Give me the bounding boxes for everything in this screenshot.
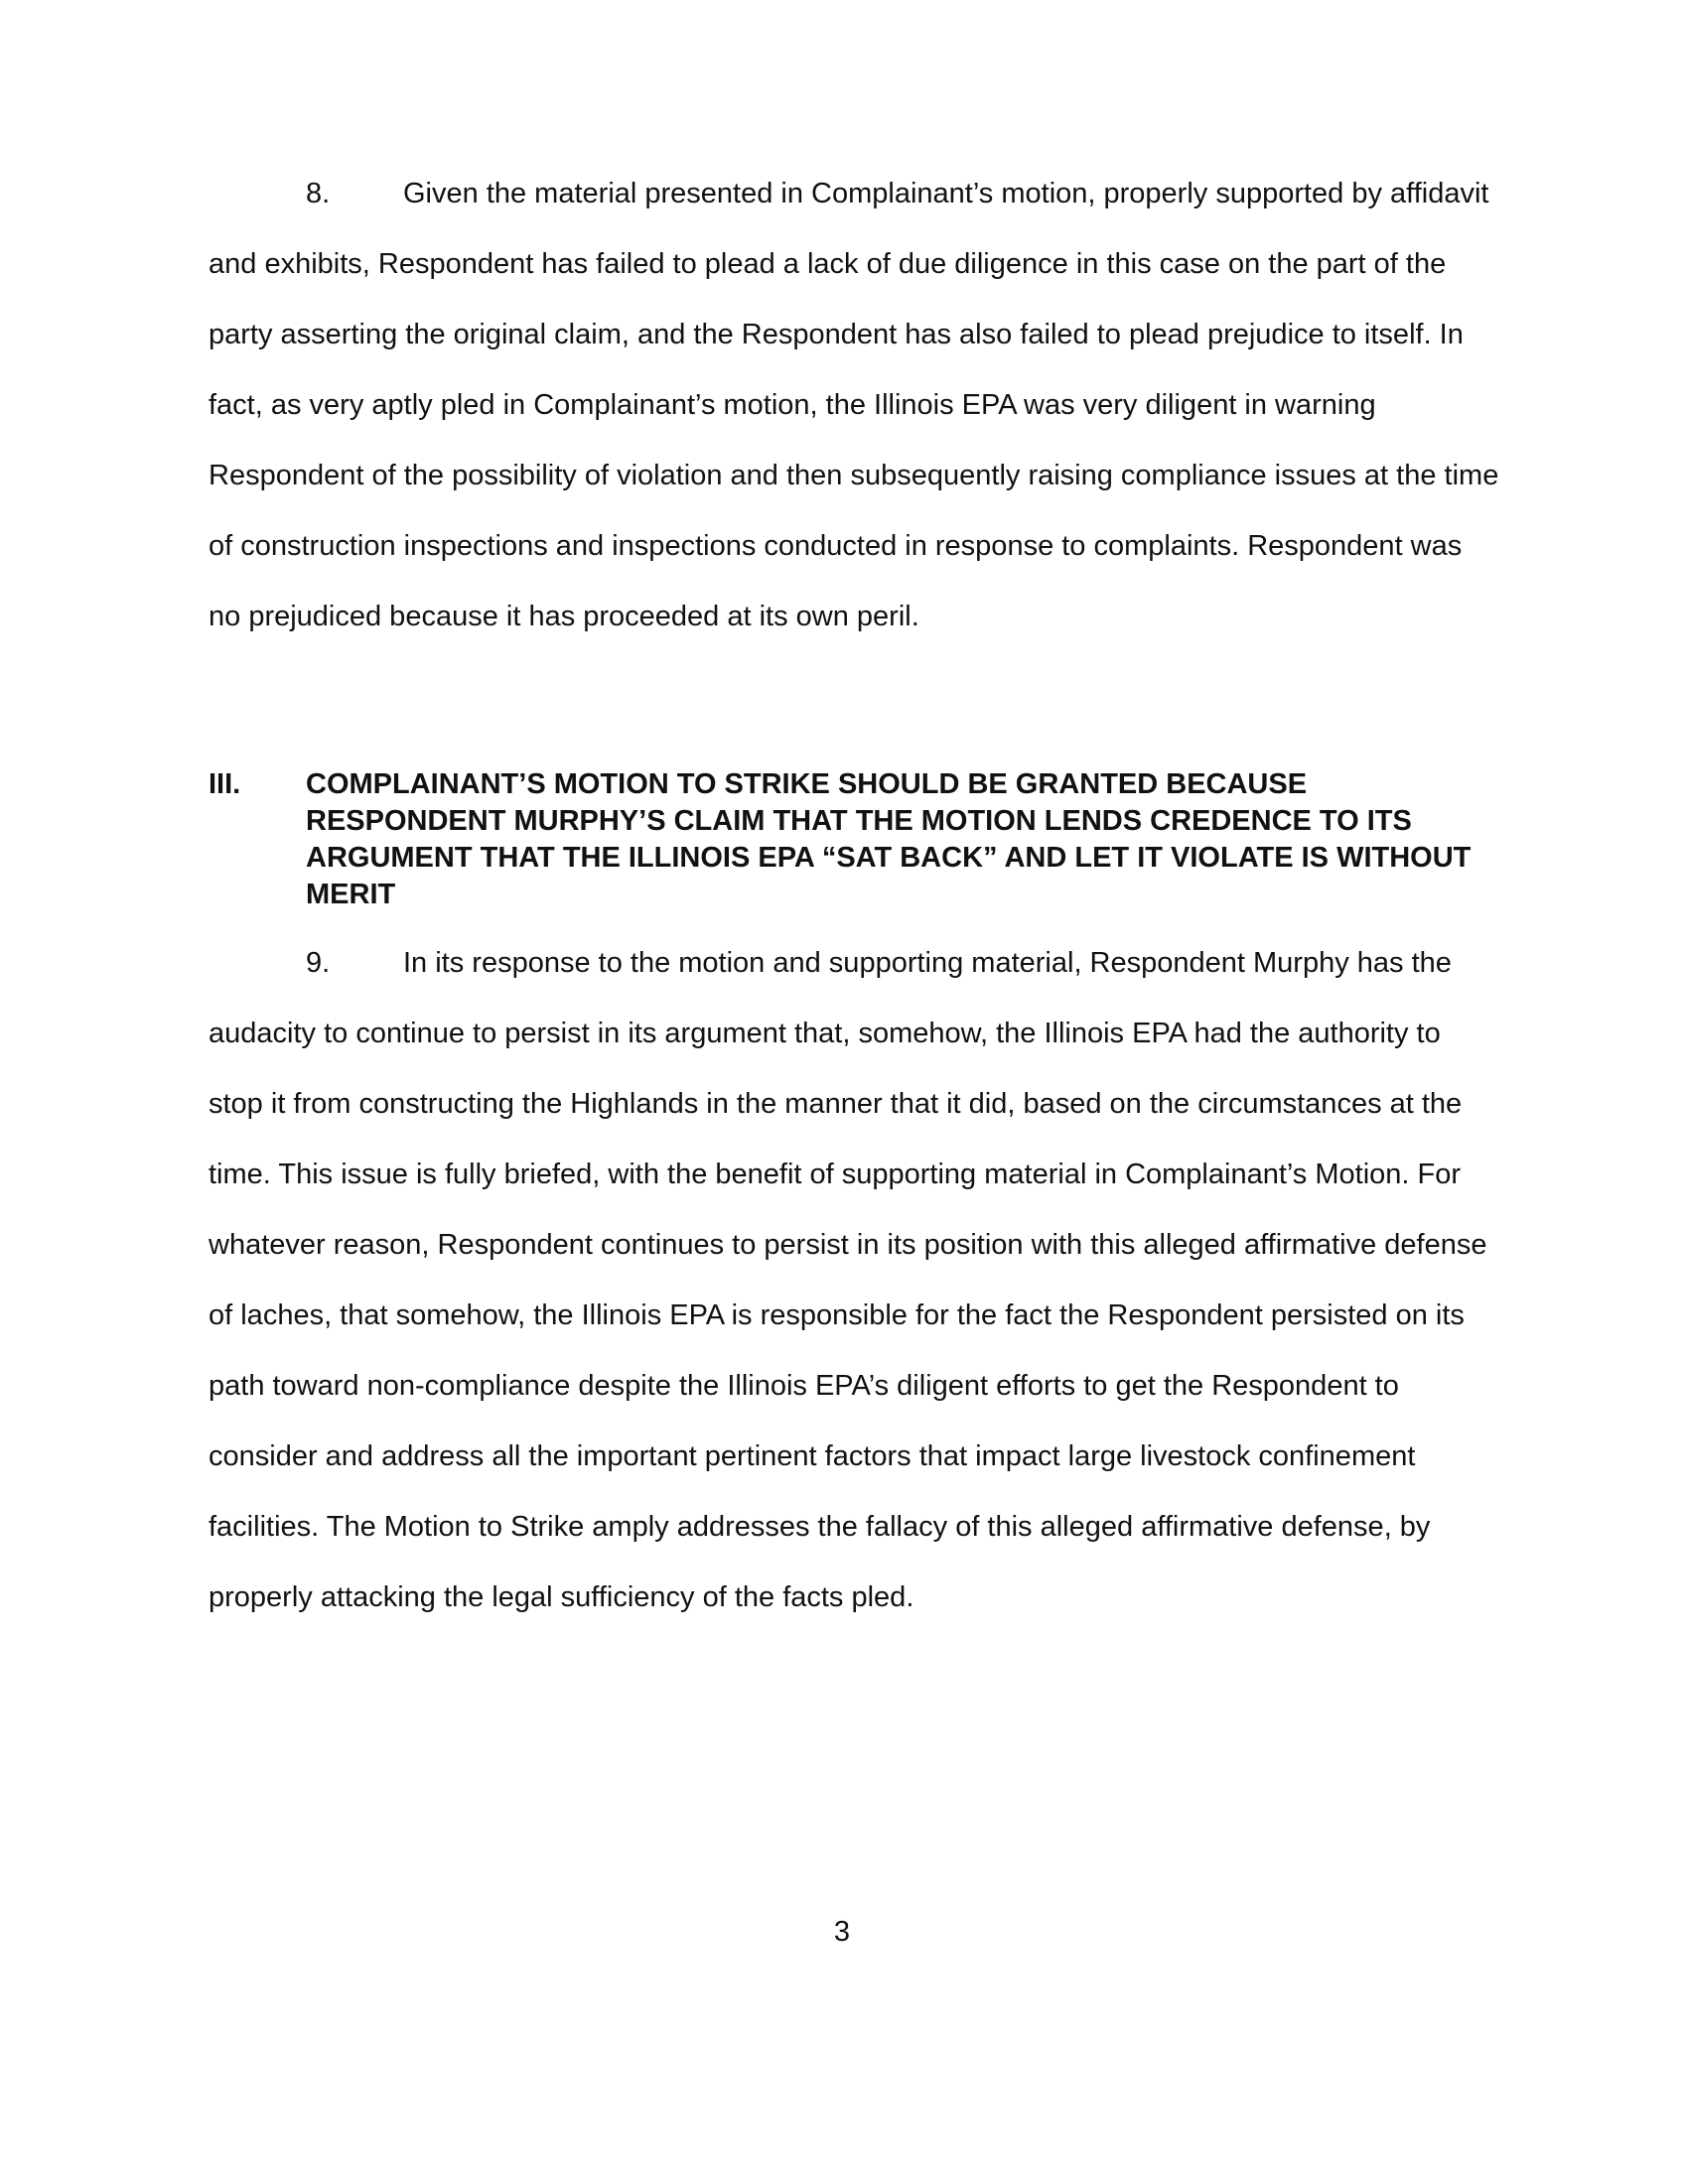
paragraph-text: Given the material presented in Complainant’s motion, properly supported by affidavit and exhibits, Respondent has failed to plead a lack of due diligence in this case on the part of the party asserting the original claim, and the Respondent has also failed to plead prejudice to itself. In fact, as very aptly pled in Complainant’s motion, the Illinois EPA was very diligent in warning Respondent of the possibility of violation and then subsequently raising compliance issues at the time of construction inspections and inspections conducted in response to complaints. Respondent was no prejudiced because it has proceeded at its own peril. [209, 178, 1499, 632]
section-number: III. [209, 768, 241, 800]
paragraph-8 [209, 159, 1499, 652]
paragraph-number: 9. [306, 947, 331, 979]
paragraph-text: In its response to the motion and supporting material, Respondent Murphy has the audacity to continue to persist in its argument that, somehow, the Illinois EPA had the authority to stop it from constructing the Highlands in the manner that it did, based on the circumstances at the time. This issue is fully briefed, with the benefit of supporting material in Complainant’s Motion. For whatever reason, Respondent continues to persist in its position with this alleged affirmative defense of laches, that somehow, the Illinois EPA is responsible for the fact the Respondent persisted on its path toward non-compliance despite the Illinois EPA’s diligent efforts to get the Respondent to consider and address all the important pertinent factors that impact large livestock confinement facilities. The Motion to Strike amply addresses the fallacy of this alleged affirmative defense, by properly attacking the legal sufficiency of the facts pled. [209, 947, 1487, 1613]
section-title: COMPLAINANT’S MOTION TO STRIKE SHOULD BE GRANTED BECAUSE RESPONDENT MURPHY’S CLAIM THAT THE MOTION LENDS CREDENCE TO ITS ARGUMENT THAT THE ILLINOIS EPA “SAT BACK” AND LET IT VIOLATE IS WITHOUT MERIT [306, 768, 1472, 910]
paragraph-number: 8. [306, 178, 331, 209]
page-number: 3 [833, 1916, 851, 1948]
section-heading [209, 766, 1499, 913]
paragraph-9 [209, 928, 1499, 1633]
